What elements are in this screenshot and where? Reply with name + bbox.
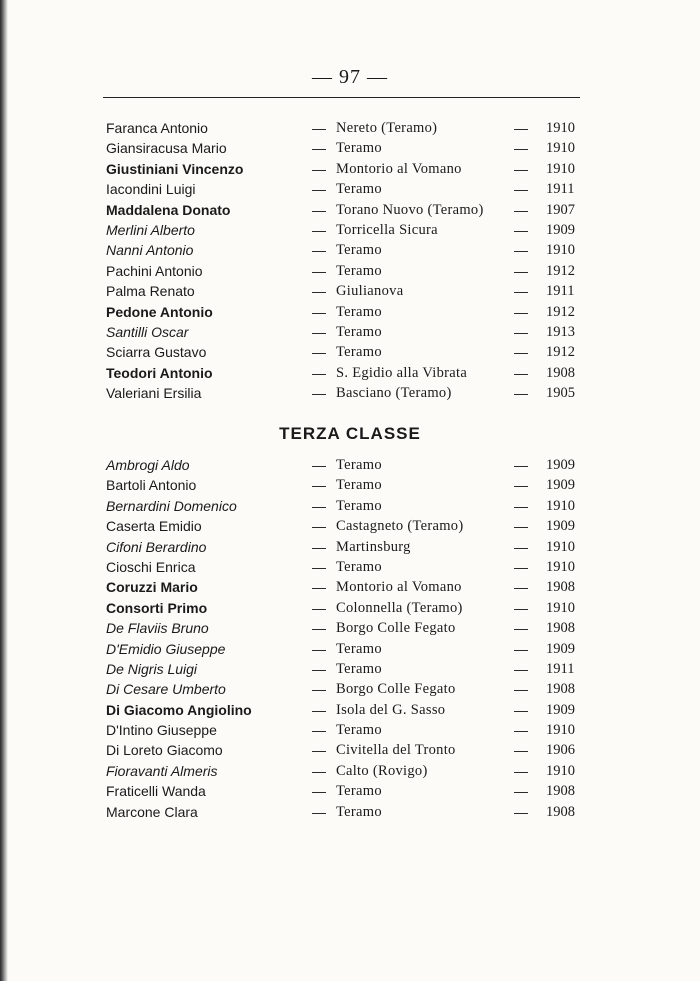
birth-year: 1909 [546,640,575,657]
person-name: Merlini Alberto [106,221,195,238]
separator-dash: — [312,620,326,637]
separator-dash: — [312,323,326,340]
separator-dash: — [514,742,528,759]
separator-dash: — [312,518,326,535]
person-name: Di Loreto Giacomo [106,742,223,759]
separator-dash: — [514,364,528,381]
separator-dash: — [514,457,528,473]
place-of-birth: Isola del G. Sasso [336,701,446,718]
birth-year: 1912 [546,344,575,361]
list-item [0,537,700,557]
place-of-birth: Teramo [336,262,382,279]
list-item [0,475,700,495]
place-of-birth: Teramo [336,722,382,739]
separator-dash: — [312,681,326,698]
separator-dash: — [514,242,528,259]
separator-dash: — [514,181,528,198]
person-name: Teodori Antonio [106,364,213,381]
separator-dash: — [514,140,528,157]
list-item [0,659,700,679]
person-name: Coruzzi Mario [106,579,198,596]
place-of-birth: Borgo Colle Fegato [336,620,456,637]
birth-year: 1908 [546,803,575,820]
separator-dash: — [312,201,326,218]
separator-dash: — [514,303,528,320]
person-name: Giustiniani Vincenzo [106,160,244,177]
place-of-birth: Teramo [336,640,382,657]
separator-dash: — [312,283,326,300]
place-of-birth: S. Egidio alla Vibrata [336,364,468,381]
place-of-birth: Teramo [336,323,382,340]
person-name: De Flaviis Bruno [106,620,209,637]
list-item [0,342,700,362]
birth-year: 1910 [546,558,575,575]
separator-dash: — [514,518,528,535]
birth-year: 1911 [546,181,575,198]
list-item [0,261,700,281]
person-name: Fraticelli Wanda [106,783,206,800]
place-of-birth: Teramo [336,344,382,361]
list-item [0,700,700,720]
place-of-birth: Teramo [336,477,382,494]
separator-dash: — [312,640,326,657]
place-of-birth: Calto (Rovigo) [336,762,428,779]
list-item [0,577,700,597]
person-name: Pachini Antonio [106,262,203,279]
separator-dash: — [312,140,326,157]
list-item [0,322,700,342]
birth-year: 1911 [546,283,575,300]
person-name: Di Giacomo Angiolino [106,701,252,718]
list-item [0,179,700,199]
person-name: Palma Renato [106,283,195,300]
list-item [0,740,700,760]
list-item [0,138,700,158]
separator-dash: — [514,681,528,698]
person-name: D'Emidio Giuseppe [106,640,226,657]
place-of-birth: Montorio al Vomano [336,579,462,596]
list-item [0,639,700,659]
place-of-birth: Teramo [336,242,382,259]
person-name: Bernardini Domenico [106,497,237,514]
birth-year: 1908 [546,620,575,637]
list-item [0,281,700,301]
birth-year: 1913 [546,323,575,340]
separator-dash: — [312,181,326,198]
place-of-birth: Teramo [336,457,382,473]
separator-dash: — [514,640,528,657]
separator-dash: — [514,323,528,340]
list-item [0,496,700,516]
list-item [0,302,700,322]
list-item [0,516,700,536]
list-item [0,118,700,138]
place-of-birth: Giulianova [336,283,404,300]
list-item [0,802,700,822]
birth-year: 1909 [546,457,575,473]
separator-dash: — [312,303,326,320]
birth-year: 1908 [546,783,575,800]
place-of-birth: Montorio al Vomano [336,160,462,177]
list-item [0,363,700,383]
separator-dash: — [312,742,326,759]
person-name: Cifoni Berardino [106,538,207,555]
place-of-birth: Teramo [336,140,382,157]
birth-year: 1910 [546,722,575,739]
separator-dash: — [312,701,326,718]
list-item [0,618,700,638]
list-item [0,720,700,740]
place-of-birth: Teramo [336,803,382,820]
separator-dash: — [312,385,326,402]
separator-dash: — [514,385,528,402]
place-of-birth: Teramo [336,558,382,575]
place-of-birth: Colonnella (Teramo) [336,599,463,616]
place-of-birth: Torano Nuovo (Teramo) [336,201,484,218]
separator-dash: — [312,722,326,739]
separator-dash: — [514,160,528,177]
list-item [0,679,700,699]
separator-dash: — [514,599,528,616]
separator-dash: — [312,120,326,136]
person-name: Marcone Clara [106,803,198,820]
list-item [0,200,700,220]
person-name: Caserta Emidio [106,518,202,535]
birth-year: 1910 [546,242,575,259]
person-name: Faranca Antonio [106,120,208,136]
place-of-birth: Castagneto (Teramo) [336,518,464,535]
separator-dash: — [312,762,326,779]
separator-dash: — [514,558,528,575]
separator-dash: — [312,803,326,820]
person-name: Pedone Antonio [106,303,213,320]
birth-year: 1909 [546,518,575,535]
person-name: Iacondini Luigi [106,181,196,198]
separator-dash: — [312,579,326,596]
separator-dash: — [514,620,528,637]
person-name: Ambrogi Aldo [106,457,190,473]
birth-year: 1910 [546,140,575,157]
separator-dash: — [312,477,326,494]
person-name: Sciarra Gustavo [106,344,207,361]
birth-year: 1911 [546,660,575,677]
separator-dash: — [514,660,528,677]
place-of-birth: Teramo [336,497,382,514]
place-of-birth: Borgo Colle Fegato [336,681,456,698]
separator-dash: — [312,660,326,677]
place-of-birth: Nereto (Teramo) [336,120,438,136]
separator-dash: — [312,344,326,361]
place-of-birth: Martinsburg [336,538,411,555]
separator-dash: — [312,457,326,473]
list-item [0,557,700,577]
birth-year: 1910 [546,599,575,616]
separator-dash: — [312,558,326,575]
section-1-list [0,118,700,403]
birth-year: 1908 [546,579,575,596]
place-of-birth: Torricella Sicura [336,221,438,238]
separator-dash: — [514,344,528,361]
birth-year: 1909 [546,477,575,494]
list-item [0,240,700,260]
birth-year: 1910 [546,762,575,779]
separator-dash: — [312,262,326,279]
person-name: Cioschi Enrica [106,558,196,575]
birth-year: 1909 [546,701,575,718]
section-title-terza-classe: TERZA CLASSE [279,424,421,443]
birth-year: 1907 [546,201,575,218]
place-of-birth: Teramo [336,660,382,677]
person-name: Bartoli Antonio [106,477,197,494]
header-rule [103,97,580,98]
separator-dash: — [514,579,528,596]
place-of-birth: Civitella del Tronto [336,742,456,759]
separator-dash: — [514,783,528,800]
person-name: Consorti Primo [106,599,208,616]
separator-dash: — [514,201,528,218]
list-item [0,159,700,179]
list-item [0,383,700,403]
person-name: De Nigris Luigi [106,660,198,677]
place-of-birth: Teramo [336,783,382,800]
separator-dash: — [312,599,326,616]
separator-dash: — [514,477,528,494]
list-item [0,455,700,475]
birth-year: 1910 [546,160,575,177]
place-of-birth: Basciano (Teramo) [336,385,452,402]
list-item [0,761,700,781]
place-of-birth: Teramo [336,181,382,198]
birth-year: 1906 [546,742,575,759]
separator-dash: — [312,221,326,238]
person-name: Fioravanti Almeris [106,762,218,779]
person-name: D'Intino Giuseppe [106,722,217,739]
separator-dash: — [514,762,528,779]
separator-dash: — [514,262,528,279]
separator-dash: — [514,803,528,820]
separator-dash: — [514,497,528,514]
birth-year: 1910 [546,538,575,555]
person-name: Nanni Antonio [106,242,194,259]
separator-dash: — [312,364,326,381]
birth-year: 1908 [546,364,575,381]
separator-dash: — [514,283,528,300]
section-2-list [0,455,700,822]
birth-year: 1905 [546,385,575,402]
separator-dash: — [312,497,326,514]
list-item [0,220,700,240]
separator-dash: — [312,242,326,259]
separator-dash: — [514,701,528,718]
person-name: Maddalena Donato [106,201,231,218]
person-name: Giansiracusa Mario [106,140,227,157]
person-name: Santilli Oscar [106,323,189,340]
person-name: Valeriani Ersilia [106,385,202,402]
separator-dash: — [514,538,528,555]
separator-dash: — [514,722,528,739]
page-number: — 97 — [312,66,388,88]
birth-year: 1909 [546,221,575,238]
birth-year: 1910 [546,120,575,136]
list-item [0,598,700,618]
separator-dash: — [514,120,528,136]
birth-year: 1910 [546,497,575,514]
separator-dash: — [312,783,326,800]
list-item [0,781,700,801]
birth-year: 1908 [546,681,575,698]
person-name: Di Cesare Umberto [106,681,226,698]
separator-dash: — [514,221,528,238]
place-of-birth: Teramo [336,303,382,320]
separator-dash: — [312,160,326,177]
birth-year: 1912 [546,303,575,320]
birth-year: 1912 [546,262,575,279]
separator-dash: — [312,538,326,555]
